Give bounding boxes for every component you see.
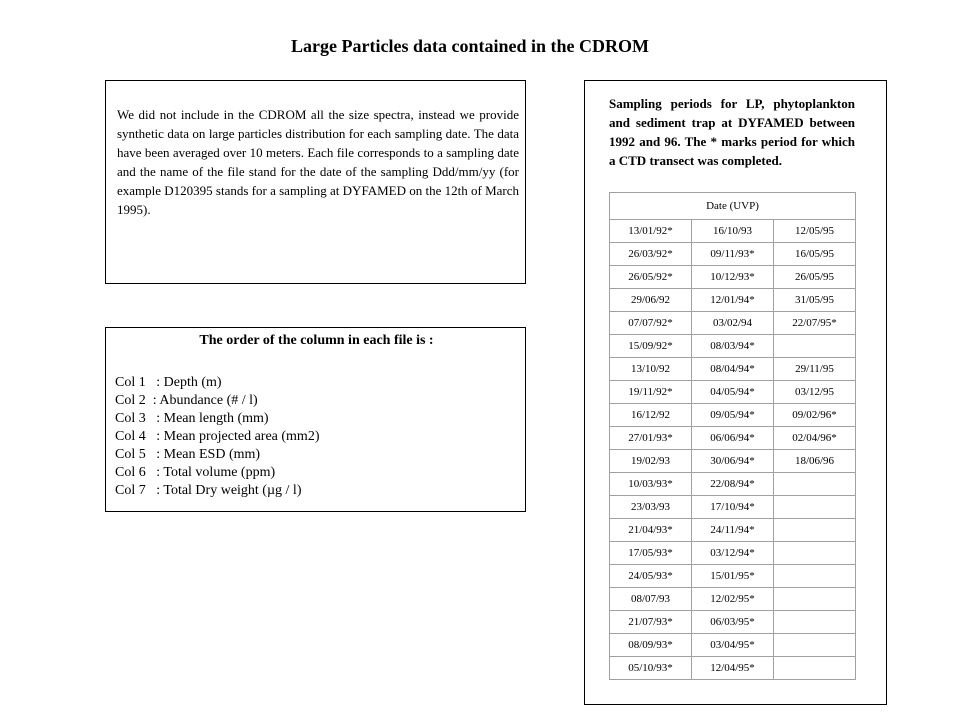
table-cell: 22/07/95* [774,312,856,335]
table-row [610,496,856,519]
table-cell [774,473,856,496]
column-item: Col 7 : Total Dry weight (µg / l) [115,483,302,498]
table-cell: 08/09/93* [610,634,692,657]
table-cell: 10/03/93* [610,473,692,496]
column-list [115,374,319,500]
table-cell: 02/04/96* [774,427,856,450]
table-cell: 26/03/92* [610,243,692,266]
table-cell [774,542,856,565]
table-cell: 10/12/93* [692,266,774,289]
description-text: We did not include in the CDROM all the size spectra, instead we provide synthetic data on large particles distribution for each sampling date. The data have been averaged over 10 meters. Each file corresponds to a sampling date and the name of the file stand for the date of the sampling Ddd/mm/yy (for example D120395 stands for a sampling at DYFAMED on the 12th of March 1995). [117,107,519,217]
table-cell: 12/04/95* [692,657,774,680]
table-cell [774,519,856,542]
table-cell: 12/01/94* [692,289,774,312]
description-box [105,80,526,284]
table-cell: 06/06/94* [692,427,774,450]
table-row [610,473,856,496]
table-cell: 15/01/95* [692,565,774,588]
table-cell: 03/12/94* [692,542,774,565]
table-cell: 05/10/93* [610,657,692,680]
table-cell: 17/10/94* [692,496,774,519]
table-cell: 13/01/92* [610,220,692,243]
table-cell: 22/08/94* [692,473,774,496]
table-header: Date (UVP) [610,193,856,220]
table-cell: 08/07/93 [610,588,692,611]
table-cell: 18/06/96 [774,450,856,473]
table-row [610,335,856,358]
table-cell: 16/05/95 [774,243,856,266]
table-cell: 09/05/94* [692,404,774,427]
page-title: Large Particles data contained in the CDROM [291,36,649,56]
table-cell: 13/10/92 [610,358,692,381]
table-cell: 26/05/95 [774,266,856,289]
table-row [610,519,856,542]
table-cell: 09/11/93* [692,243,774,266]
table-row [610,657,856,680]
table-cell: 19/02/93 [610,450,692,473]
table-cell [774,565,856,588]
table-cell: 03/12/95 [774,381,856,404]
table-cell: 24/11/94* [692,519,774,542]
table-row [610,450,856,473]
column-item: Col 3 : Mean length (mm) [115,411,269,426]
table-cell: 29/11/95 [774,358,856,381]
table-cell [774,657,856,680]
table-row [610,542,856,565]
table-row [610,266,856,289]
table-cell [774,335,856,358]
column-item: Col 1 : Depth (m) [115,375,222,390]
table-row [610,427,856,450]
table-cell: 16/12/92 [610,404,692,427]
table-cell: 19/11/92* [610,381,692,404]
table-cell: 06/03/95* [692,611,774,634]
table-row [610,289,856,312]
table-cell: 03/04/95* [692,634,774,657]
sampling-dates-table [609,192,856,680]
table-cell: 29/06/92 [610,289,692,312]
table-row [610,220,856,243]
table-row [610,312,856,335]
table-row [610,588,856,611]
column-item: Col 5 : Mean ESD (mm) [115,447,261,462]
table-row [610,611,856,634]
table-cell: 16/10/93 [692,220,774,243]
table-cell [774,611,856,634]
column-item: Col 4 : Mean projected area (mm2) [115,429,320,444]
table-row [610,634,856,657]
table-cell: 04/05/94* [692,381,774,404]
table-cell: 31/05/95 [774,289,856,312]
table-cell: 30/06/94* [692,450,774,473]
table-row [610,358,856,381]
table-body [610,220,856,680]
table-row [610,565,856,588]
table-cell: 12/02/95* [692,588,774,611]
table-cell: 09/02/96* [774,404,856,427]
table-cell: 17/05/93* [610,542,692,565]
table-cell: 08/04/94* [692,358,774,381]
table-cell [774,496,856,519]
table-cell: 23/03/93 [610,496,692,519]
table-cell: 21/07/93* [610,611,692,634]
table-cell: 15/09/92* [610,335,692,358]
table-cell [774,588,856,611]
table-row [610,404,856,427]
table-cell: 21/04/93* [610,519,692,542]
table-cell: 08/03/94* [692,335,774,358]
table-row [610,243,856,266]
table-cell: 12/05/95 [774,220,856,243]
column-order-heading: The order of the column in each file is : [199,333,434,348]
table-cell: 27/01/93* [610,427,692,450]
sampling-heading: Sampling periods for LP, phytoplankton and sediment trap at DYFAMED between 1992 and 96. The * marks period for which a CTD transect was completed. [609,96,855,168]
table-cell: 03/02/94 [692,312,774,335]
sampling-periods-box [584,80,887,705]
column-item: Col 2 : Abundance (# / l) [115,393,258,408]
table-cell: 24/05/93* [610,565,692,588]
column-item: Col 6 : Total volume (ppm) [115,465,276,480]
table-cell: 07/07/92* [610,312,692,335]
table-cell [774,634,856,657]
table-cell: 26/05/92* [610,266,692,289]
column-order-box [105,327,526,512]
table-row [610,381,856,404]
